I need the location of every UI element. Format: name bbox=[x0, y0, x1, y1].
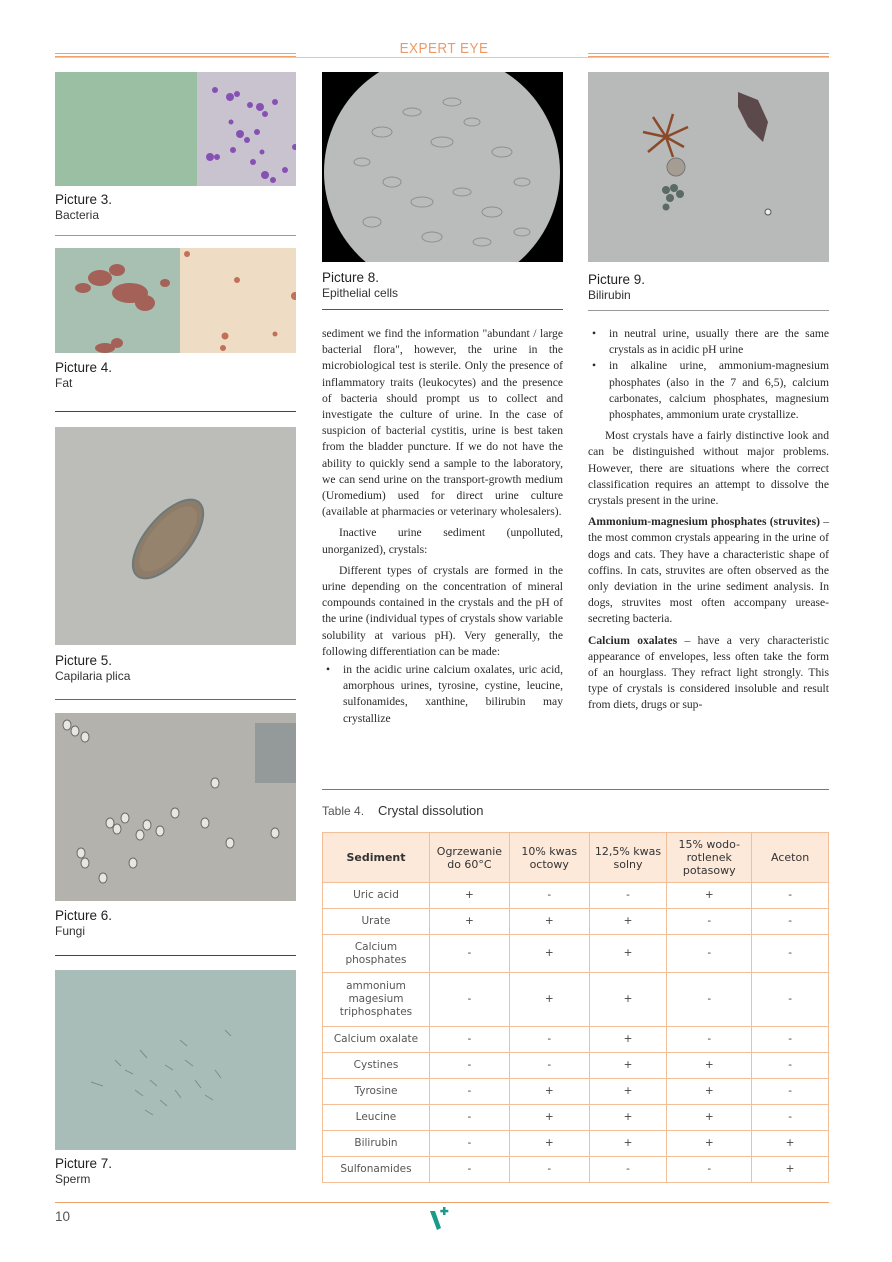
cell: - bbox=[667, 1027, 752, 1053]
paragraph: sediment we find the information "abundant / large bacterial flora", however, the urine in the microbiological test is sterile. Only the presence of inflammatory traits (leukocytes) and the presence of bacteria should prompt us to collect and investigate the culture of urine. In the case of suspicion of bacterial cystitis, urine is best taken from the bladder puncture. If we do not have the ability to quickly send a sample to the laboratory, we can send urine on the transport-growth medium (Uromedium) used for direct urine culture (available at pharmacies or veterinary wholesalers). bbox=[322, 327, 563, 519]
cell: - bbox=[667, 935, 752, 973]
cell: + bbox=[589, 973, 667, 1027]
cell: - bbox=[509, 1027, 589, 1053]
table-row bbox=[323, 973, 829, 1027]
picture-8-caption bbox=[322, 270, 398, 301]
caption-rule bbox=[588, 310, 829, 311]
cell: + bbox=[589, 1079, 667, 1105]
column-header: Sediment bbox=[323, 833, 430, 883]
picture-5-number: Picture 5. bbox=[55, 653, 113, 668]
bullet-item: • in alkaline urine, ammonium-magnesium phosphates (also in the 7 and 6,5), calcium carbonates, calcium phosphates, magnesium phosphates, ammonium urate crystallize. bbox=[588, 358, 829, 423]
paragraph-struvites: Ammonium-magnesium phosphates (struvites) – the most common crystals appearing in the urine of dogs and cats. They have a characteristic shape of coffins. In cats, struvites are often observed as the only deviation in the urine sediment analysis. In dogs, struvites most often accompany urease-secreting bacteria. bbox=[588, 515, 829, 626]
cell: - bbox=[429, 1157, 509, 1183]
cell: - bbox=[752, 1027, 829, 1053]
body-column-2 bbox=[588, 326, 829, 719]
cell: + bbox=[752, 1131, 829, 1157]
page-number: 10 bbox=[55, 1209, 71, 1224]
crystal-dissolution-table bbox=[322, 832, 829, 1183]
picture-7-image bbox=[55, 970, 296, 1150]
picture-4-caption bbox=[55, 360, 112, 391]
paragraph-calcium-oxalates: Calcium oxalates – have a very characteristic appearance of envelopes, less often take the form of an hourglass. They refract light strongly. This type of crystals is considered insoluble and result from diets, drugs or sup- bbox=[588, 633, 829, 712]
cell: - bbox=[429, 1053, 509, 1079]
picture-7-name: Sperm bbox=[55, 1172, 91, 1186]
cell-sediment: Sulfonamides bbox=[323, 1157, 430, 1183]
cell: - bbox=[752, 909, 829, 935]
picture-3-image bbox=[55, 72, 296, 186]
picture-3-number: Picture 3. bbox=[55, 192, 113, 207]
table-row bbox=[323, 1027, 829, 1053]
table-title: Crystal dissolution bbox=[378, 803, 484, 818]
cell: + bbox=[752, 1157, 829, 1183]
bullet-item: • in neutral urine, usually there are the same crystals as in acidic pH urine bbox=[588, 326, 829, 358]
cell: + bbox=[667, 883, 752, 909]
picture-7-caption bbox=[55, 1156, 112, 1187]
picture-3-name: Bacteria bbox=[55, 208, 100, 222]
picture-6-image bbox=[55, 713, 296, 901]
cell-sediment: Calcium phosphates bbox=[323, 935, 430, 973]
picture-9-number: Picture 9. bbox=[588, 272, 646, 287]
cell: + bbox=[509, 1105, 589, 1131]
cell: - bbox=[667, 973, 752, 1027]
cell: - bbox=[667, 909, 752, 935]
cell: - bbox=[429, 935, 509, 973]
picture-4-number: Picture 4. bbox=[55, 360, 113, 375]
paragraph: Different types of crystals are formed in the urine depending on the concentration of mineral compounds contained in the crystals and the pH of the urine (individual types of crystals show variable solubility at various pH). Very generally, the following differentiation can be made: bbox=[322, 563, 563, 658]
header-rule-thin bbox=[55, 57, 829, 58]
cell: + bbox=[509, 1079, 589, 1105]
cell: + bbox=[589, 1105, 667, 1131]
cell: - bbox=[509, 1157, 589, 1183]
picture-9-image bbox=[588, 72, 829, 262]
cell: + bbox=[509, 909, 589, 935]
cell: - bbox=[429, 1105, 509, 1131]
caption-rule bbox=[55, 699, 296, 700]
picture-5-name: Capilaria plica bbox=[55, 669, 131, 683]
term-struvites: Ammonium-magnesium phosphates (struvites) bbox=[588, 515, 820, 529]
cell: - bbox=[429, 973, 509, 1027]
cell-sediment: Tyrosine bbox=[323, 1079, 430, 1105]
picture-7-number: Picture 7. bbox=[55, 1156, 113, 1171]
bullet-list bbox=[322, 662, 563, 727]
bullet-item: • in the acidic urine calcium oxalates, uric acid, amorphous urines, tyrosine, cystine, leucine, sulfonamides, xanthine, bilirubin may crystallize bbox=[322, 662, 563, 727]
caption-rule bbox=[55, 411, 296, 412]
column-header: Aceton bbox=[752, 833, 829, 883]
cell: + bbox=[429, 909, 509, 935]
table-row bbox=[323, 935, 829, 973]
table-header-row bbox=[323, 833, 829, 883]
table-label: Table 4. bbox=[322, 804, 365, 818]
picture-6-caption bbox=[55, 908, 112, 939]
section-title: EXPERT EYE bbox=[399, 40, 489, 57]
column-header: 15% wodo-rotlenek potasowy bbox=[667, 833, 752, 883]
cell: - bbox=[752, 1079, 829, 1105]
table-row bbox=[323, 1053, 829, 1079]
cell: - bbox=[752, 883, 829, 909]
cell: + bbox=[667, 1079, 752, 1105]
cell: - bbox=[429, 1027, 509, 1053]
cell: + bbox=[589, 1027, 667, 1053]
footer-rule bbox=[55, 1202, 829, 1203]
cell-sediment: Calcium oxalate bbox=[323, 1027, 430, 1053]
table-row bbox=[323, 1131, 829, 1157]
bullet-list bbox=[588, 326, 829, 423]
cell: - bbox=[429, 1131, 509, 1157]
vet-plus-logo-icon bbox=[428, 1206, 454, 1232]
cell: + bbox=[589, 909, 667, 935]
cell: + bbox=[509, 973, 589, 1027]
picture-9-caption bbox=[588, 272, 645, 303]
picture-8-image bbox=[322, 72, 563, 262]
picture-5-caption bbox=[55, 653, 130, 684]
cell: + bbox=[589, 1053, 667, 1079]
cell: + bbox=[509, 935, 589, 973]
cell: + bbox=[667, 1131, 752, 1157]
table-row bbox=[323, 1105, 829, 1131]
cell-sediment: Leucine bbox=[323, 1105, 430, 1131]
cell: - bbox=[752, 1053, 829, 1079]
cell: + bbox=[429, 883, 509, 909]
cell-sediment: ammonium magesium triphosphates bbox=[323, 973, 430, 1027]
cell-sediment: Urate bbox=[323, 909, 430, 935]
column-header: 10% kwas octowy bbox=[509, 833, 589, 883]
picture-5-image bbox=[55, 427, 296, 645]
caption-rule bbox=[322, 309, 563, 310]
paragraph: Most crystals have a fairly distinctive look and can be distinguished without major problems. However, there are situations where the correct classification requires an attempt to dissolve the crystals present in the urine. bbox=[588, 429, 829, 508]
cell: + bbox=[667, 1053, 752, 1079]
cell: - bbox=[589, 1157, 667, 1183]
picture-9-name: Bilirubin bbox=[588, 288, 631, 302]
cell: - bbox=[752, 973, 829, 1027]
cell-sediment: Uric acid bbox=[323, 883, 430, 909]
paragraph: Inactive urine sediment (unpolluted, unorganized), crystals: bbox=[322, 526, 563, 556]
column-header: 12,5% kwas solny bbox=[589, 833, 667, 883]
table-row bbox=[323, 909, 829, 935]
cell: - bbox=[589, 883, 667, 909]
cell-sediment: Cystines bbox=[323, 1053, 430, 1079]
column-header: Ogrzewanie do 60°C bbox=[429, 833, 509, 883]
cell: - bbox=[509, 1053, 589, 1079]
picture-8-name: Epithelial cells bbox=[322, 286, 399, 300]
body-column-1 bbox=[322, 326, 563, 732]
table-row bbox=[323, 1079, 829, 1105]
cell: - bbox=[752, 935, 829, 973]
cell: - bbox=[752, 1105, 829, 1131]
caption-rule bbox=[55, 955, 296, 956]
cell: - bbox=[667, 1157, 752, 1183]
table-row bbox=[323, 883, 829, 909]
cell: + bbox=[589, 935, 667, 973]
picture-8-number: Picture 8. bbox=[322, 270, 380, 285]
section-rule bbox=[322, 789, 829, 790]
term-calcium-oxalates: Calcium oxalates bbox=[588, 633, 678, 647]
caption-rule bbox=[55, 235, 296, 236]
cell-sediment: Bilirubin bbox=[323, 1131, 430, 1157]
cell: - bbox=[509, 883, 589, 909]
picture-6-number: Picture 6. bbox=[55, 908, 113, 923]
picture-6-name: Fungi bbox=[55, 924, 86, 938]
table-row bbox=[323, 1157, 829, 1183]
picture-4-image bbox=[55, 248, 296, 353]
cell: + bbox=[589, 1131, 667, 1157]
table-caption bbox=[322, 803, 484, 818]
picture-3-caption bbox=[55, 192, 112, 223]
cell: + bbox=[509, 1131, 589, 1157]
cell: - bbox=[429, 1079, 509, 1105]
cell: + bbox=[667, 1105, 752, 1131]
picture-4-name: Fat bbox=[55, 376, 73, 390]
